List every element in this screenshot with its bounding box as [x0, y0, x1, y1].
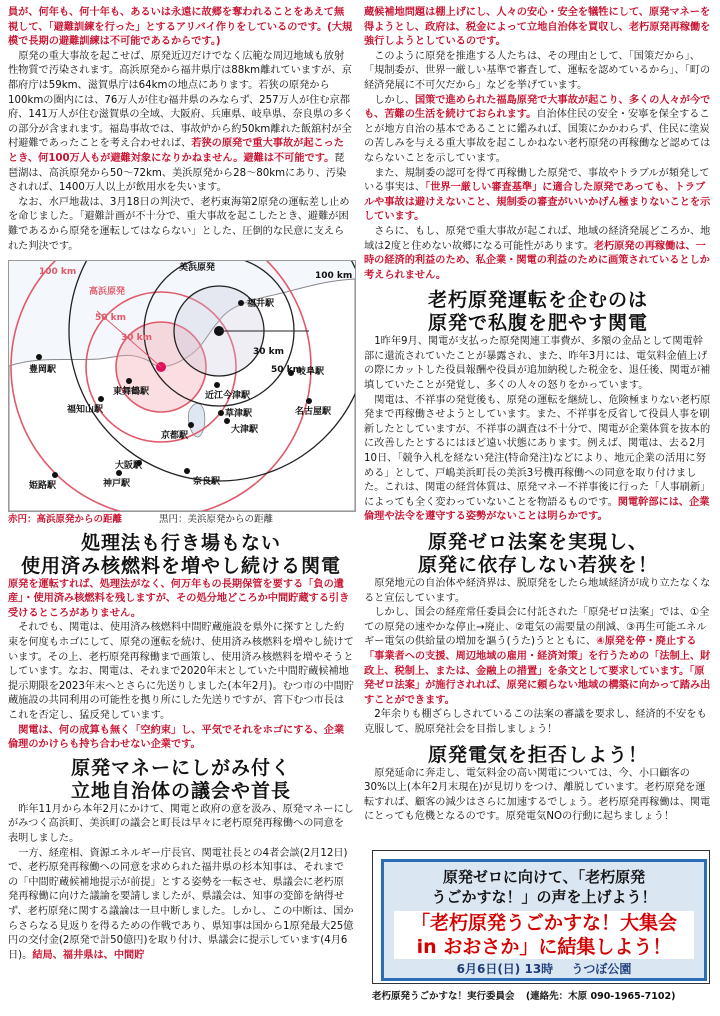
zero-paragraph-1: 原発地元の自治体や経済界は、脱原発をしたら地域経済が成り立たなくなると宣伝しています。	[364, 578, 711, 604]
waste-paragraph: それでも、関電は、使用済み核燃料中間貯蔵施設を県外に探すとした約束を何度もホゴにして、原発の運転を続け、使用済み核燃料を増やし続けています。その上、老朽原発再稼働まで画策し、使用済み核燃料を増やそうとしています。なお、関電は、それまで2020年末としていた中間貯蔵候補地提示期限を2023年末へとさらに先送りしました(本年2月)。むつ市の中間貯蔵施設の共同利用の可能性を拠り所にした先送りですが、宮下むつ市長はこれを否定し、猛反発しています。	[8, 622, 354, 722]
heading-waste-1: 処理法も行き場もない	[80, 531, 281, 554]
rally-headline-line2: うごかすな！」の声を上げよう！	[431, 888, 657, 906]
caption-red: 赤円：高浜原発からの距離	[8, 514, 123, 526]
label-30km-red: 30 km	[121, 333, 153, 344]
right-top-highlight: 蔵候補地問題は棚上げにし、人々の安心・安全を犠牲にして、原発マネーを得ようとし、政府は、税金によって立地自治体を買収し、老朽原発再稼働を強行しようとしているのです。	[364, 7, 711, 48]
rally-venue: うつぼ公園	[571, 962, 632, 976]
regulator-highlight: 「世界一厳しい審査基準」に適合した原発であっても、トラブルや事故は避けえないこと、規制委の審査がいいかげん極まりないことを示しています。	[364, 182, 711, 223]
regulator-paragraph	[364, 167, 712, 225]
rally-announcement-box	[372, 850, 710, 984]
money-highlight: 結局、福井県は、中間貯	[32, 949, 145, 961]
rally-title-line1: 「老朽原発うごかすな！大集会	[410, 912, 677, 934]
evacuation-highlight: 若狭の原発で重大事故が起こったとき、何100万人もが避難対象になりかねません。避難は不可能です。	[8, 138, 344, 164]
economy-paragraph	[364, 225, 712, 283]
waste-highlight: 原発を運転すれば、処理法がなく、何万年もの長期保管を要する「負の遺産」・使用済み核燃料を残しますが、その処分地どころか中間貯蔵する引き受けるところがありません。	[8, 578, 350, 619]
label-50km-black: 50 km	[271, 365, 303, 376]
caption-black: 黒円：美浜原発からの距離	[159, 514, 274, 526]
label-himeji: 姫路駅	[29, 481, 57, 492]
left-column	[8, 6, 354, 963]
label-mihama: 美浜原発	[179, 263, 216, 274]
waste-conclusion: 関電は、何の成算も無く「空約束」し、平気でそれをホゴにする、企業倫理のかけらも持ち合わせない企業です。	[8, 724, 345, 751]
rally-headline	[384, 867, 704, 907]
label-100km-red: 100 km	[39, 267, 77, 278]
heading-kanden-2: 原発で私腹を肥やす関電	[427, 312, 648, 335]
heading-waste-2: 使用済み核燃料を増やし続ける関電	[20, 554, 341, 577]
heading-money-2: 立地自治体の議会や首長	[70, 779, 291, 802]
evacuation-text: 原発の重大事故を起こせば、原発近辺だけでなく広範な周辺地域も放射性物質で汚染されます。高浜原発から福井県庁は88km離れていますが、京都府庁は59km、滋賀県庁は64kmの地点にあります。若狭の原発から100kmの圏内には、76万人が住む福井県のみならず、257万人が住む京都府、141万人が住む滋賀県の全域、大阪府、兵庫県、岐阜県、奈良県の多くの部分が含まれます。福島事故では、事故炉から約50km離れた飯舘村が全村避難であったことを考え合わせれば、	[8, 50, 354, 150]
footer-organization: 老朽原発うごかすな！実行委員会	[372, 991, 515, 1002]
economy-text: さらに、もし、原発で重大事故が起これば、地域の経済発展どころか、地域は2度と住めない故郷になる可能性があります。	[364, 225, 711, 252]
heading-refuse: 原発電気を拒否しよう！	[427, 743, 648, 766]
label-fukuchiyama: 福知山駅	[67, 405, 104, 416]
zero-paragraph-3: 2年余りも棚ざらしされているこの法案の審議を要求し、経済的不安をも克服して、脱原発社会を目指しましょう！	[364, 709, 707, 735]
rally-date: 6月6日(日) 13時	[456, 962, 554, 976]
label-nagoya: 名古屋駅	[295, 407, 332, 418]
refuse-paragraph: 原発延命に奔走し、電気料金の高い関電については、今、小口顧客の30%以上(本年2月末現在)が見切りをつけ、離脱しています。老朽原発を運転すれば、顧客の減少はさらに加速するでしょう。老朽原発再稼働は、関電にとっても危機となるのです。原発電気NOの行動に起ちましょう！	[364, 767, 711, 823]
label-otsu: 大津駅	[231, 425, 259, 436]
kanden-paragraph-1: 1昨年9月、関電が支払った原発関連工事費が、多額の金品として関電幹部に還流されていたことが暴露され、また、昨年3月には、電気料金値上げの際にカットした役員報酬や役員が追加納税した税金を、退任後、関電が補填していたことが発覚し、多くの人々の怒りをかっています。	[364, 336, 711, 392]
promoters-paragraph: このように原発を推進する人たちは、その理由として、「国策だから」、「規制委が、世界一厳しい基準で審査して、運転を認めているから」、「町の経済発展に不可欠だから」などを挙げています。	[364, 50, 711, 91]
economy-highlight: 老朽原発の再稼働は、一時の経済的利益のため、私企業・関電の利益のために画策されているとしか考えられません。	[364, 240, 710, 281]
label-kyoto: 京都駅	[161, 431, 189, 442]
footer-contact: (連絡先：木原 090-1965-7102)	[525, 991, 676, 1002]
label-toyooka: 豊岡駅	[29, 365, 57, 376]
kanden-highlight: 関電幹部には、企業倫理や法令を遵守する姿勢がないことは明らかです。	[364, 496, 710, 523]
label-50km-red: 50 km	[95, 313, 127, 324]
label-osaka: 大阪駅	[115, 461, 143, 472]
fukushima-highlight: 国策で進められた福島原発で大事故が起こり、多くの人々が今でも、苦難の生活を続けておられます。	[364, 94, 711, 121]
money-paragraph-1: 昨年11月から本年2月にかけて、関電と政府の意を汲み、原発マネーにしがみつく高浜町、美浜町の議会と町長は早々に老朽原発再稼働への同意を表明しました。	[8, 803, 354, 844]
footer	[372, 990, 675, 1005]
kanden-text: 関電は、不祥事の発覚後も、原発の運転を継続し、危険極まりない老朽原発まで再稼働させようとしています。また、不祥事を反省して役員人事を刷新したとしていますが、不祥事の調査は不十分で、関電が企業体質を抜本的に改善したとするにはほど遠い状態にあります。例えば、関電は、去る2月10日、「競争入札を経ない発注(特命発注)などにより、地元企業の活用に努める」として、戸嶋美浜町長の美浜3号機再稼働への同意を取り付けました。これは、関電の経営体質は、原発マネー不祥事後に行った「人事刷新」によっても全く変わっていないことを物語るものです。	[364, 394, 711, 508]
heading-zero-1: 原発ゼロ法案を実現し、	[427, 531, 648, 553]
zero-highlight: ④原発を停・廃止する「事業者への支援、周辺地域の雇用・経済対策」を行うための「法制上、財政上、税制上、または、金融上の措置」を条文として要求しています。「原発ゼロ法案」が施行されれば、原発に頼らない地域の構築に向かって踏み出すことができます。	[364, 636, 711, 706]
regulator-text: また、規制委の認可を得て再稼働した原発で、事故やトラブルが頻発している事実は、	[364, 167, 710, 194]
rally-band	[381, 859, 707, 981]
heading-kanden-1: 老朽原発運転を企むのは	[427, 289, 648, 312]
label-kobe: 神戸駅	[103, 479, 131, 490]
fukushima-lead: しかし、	[374, 94, 415, 106]
right-column	[364, 6, 712, 825]
label-nara: 奈良駅	[193, 477, 221, 488]
heading-zero-2: 原発に依存しない若狭を！	[417, 554, 658, 576]
money-text: 一方、経産相、資源エネルギー庁長官、関電社長との4者会談(2月12日)で、老朽原発再稼働への同意を求められた福井県の杉本知事は、それまでの「中間貯蔵候補地提示が前提」とする姿勢を一転させ、県議会に老朽原発再稼働に向けた議論を要請しましたが、県議会は、知事の変節を納得せず、老朽原発に関する議論は一旦中断しました。しかし、この中断は、国からさらなる見返りを得るための作戦であり、県知事は国から1原発最大25億円の交付金(2原発で計50億円)を取り付け、県議会に提示しています(4月6日)。	[8, 847, 354, 961]
heading-money-1: 原発マネーにしがみ付く	[70, 756, 291, 779]
rally-title-line2: in おおさか」に結集しよう！	[416, 936, 672, 958]
zero-text: しかし、国会の経産常任委員会に付託された「原発ゼロ法案」では、①全ての原発の速やかな停止→廃止、②電気の需要量の削減、③再生可能エネルギー電気の供給量の増加を謳う(うた)うとともに、	[364, 607, 710, 648]
court-paragraph: なお、水戸地裁は、3月18日の判決で、老朽東海第2原発の運転差し止めを命じました。「避難計画が不十分で、重大事故を起こしたとき、避難が困難であるから原発を運転してはならない」とした、圧倒的な民意に支えられた判決です。	[8, 196, 350, 252]
kanden-paragraph-2	[364, 394, 712, 525]
map-graphic	[9, 261, 355, 511]
label-30km-black: 30 km	[253, 347, 285, 358]
map-caption	[8, 513, 354, 528]
evacuation-map	[8, 260, 356, 512]
rally-title	[394, 911, 694, 959]
fukushima-paragraph	[364, 94, 712, 167]
money-paragraph-2	[8, 847, 354, 964]
fukushima-text: 自治体住民の安全・安寧を保全することが地方自治の基本であることに鑑みれば、国策にかかわらず、住民に塗炭の苦しみを与える重大事故を起こしかねない老朽原発の再稼働など認めてはならないことを示しています。	[364, 109, 711, 164]
biwako-text: 琵琶湖は、高浜原発から50～72km、美浜原発から28～80kmにあり、汚染されれば、1400万人以上が飲用水を失います。	[8, 152, 347, 194]
zero-paragraph-2	[364, 606, 712, 708]
label-gifu: 岐阜駅	[297, 367, 325, 378]
intro-paragraph: 員が、何年も、何十年も、あるいは永遠に故郷を奪われることをあえて無視して、「避難訓練を行った」とするアリバイ作りをしているのです。(大規模で長期の避難訓練は不可能であるからです。)	[8, 7, 353, 48]
label-fukui: 福井駅	[247, 299, 275, 310]
evacuation-paragraph	[8, 50, 354, 196]
rally-headline-line1: 原発ゼロに向けて、「老朽原発	[442, 868, 646, 886]
label-kusatsu: 草津駅	[225, 409, 253, 420]
label-higashimaizuru: 東舞鶴駅	[113, 387, 150, 398]
label-takahama: 高浜原発	[89, 287, 126, 298]
rally-date-line	[384, 962, 704, 977]
label-omiimaizu: 近江今津駅	[205, 391, 251, 402]
label-100km-black: 100 km	[315, 271, 353, 282]
